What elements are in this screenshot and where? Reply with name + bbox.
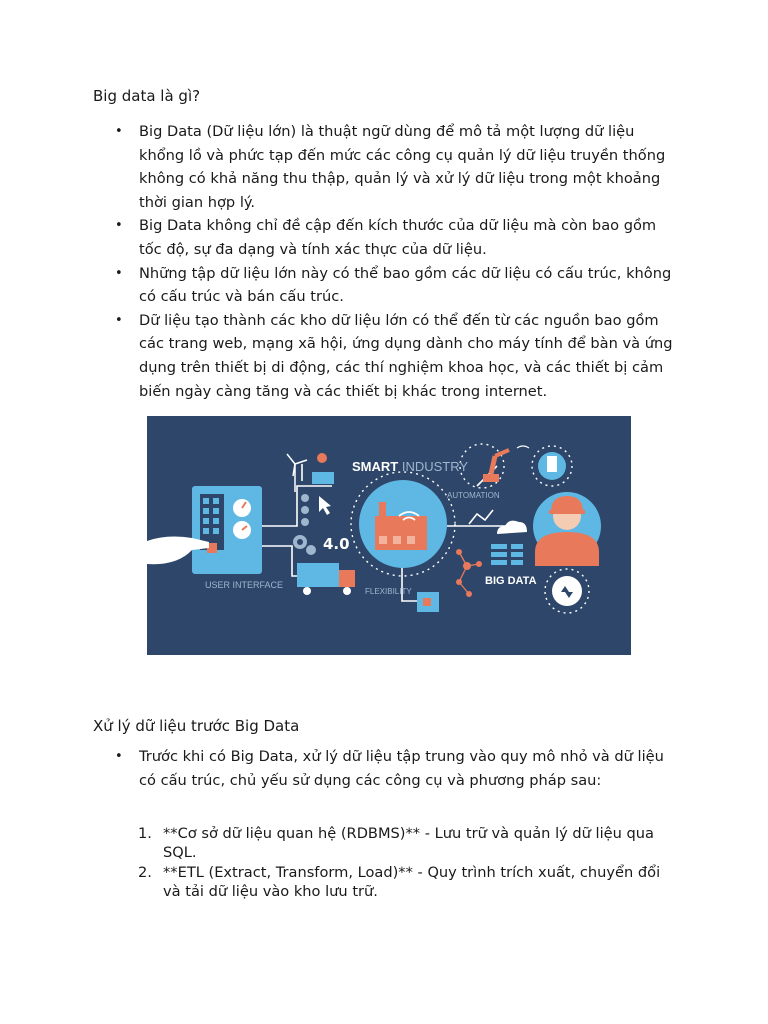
list-item — [93, 214, 673, 261]
solar-panel-icon — [312, 472, 334, 484]
user-interface-panel — [192, 486, 262, 574]
sun-icon — [317, 453, 327, 463]
flexibility-label: FLEXIBILITY — [365, 587, 412, 596]
numbered-item — [138, 863, 678, 902]
item-number: 2. — [138, 863, 152, 881]
truck-icon — [297, 563, 355, 595]
user-interface-label: USER INTERFACE — [205, 580, 284, 590]
bullet-icon: • — [115, 218, 123, 234]
bullet-icon: • — [115, 312, 123, 328]
database-icon — [491, 544, 523, 565]
signal-icon — [517, 446, 529, 448]
worker-icon — [533, 492, 601, 566]
cursor-icon — [319, 496, 331, 515]
list-item — [93, 745, 673, 792]
numbered-item-text: **Cơ sở dữ liệu quan hệ (RDBMS)** - Lưu trữ và quản lý dữ liệu qua SQL. — [163, 825, 654, 862]
bullet-icon: • — [115, 749, 123, 764]
numbered-item-text: **ETL (Extract, Transform, Load)** - Quy trình trích xuất, chuyển đổi và tải dữ liệu vào kho lưu trữ. — [163, 863, 661, 901]
item-number: 1. — [138, 825, 152, 842]
bullet-list-definition — [93, 120, 673, 403]
bullet-icon: • — [115, 124, 123, 139]
list-item — [93, 120, 673, 214]
flexibility-box-icon — [417, 592, 439, 612]
list-item — [93, 309, 673, 403]
big-data-label: BIG DATA — [485, 575, 537, 587]
bullet-list-before-big-data — [93, 745, 673, 792]
smart-industry-illustration — [147, 416, 631, 655]
smart-industry-graphic — [147, 416, 631, 655]
gears-icon — [293, 535, 316, 555]
bulb-icon — [547, 456, 557, 472]
list-item-text: Những tập dữ liệu lớn này có thể bao gồm các dữ liệu có cấu trúc, không có cấu trúc và bán cấu trúc. — [139, 264, 672, 306]
network-icon — [456, 549, 482, 597]
list-item-text: Big Data không chỉ đề cập đến kích thước của dữ liệu mà còn bao gồm tốc độ, sự đa dạng và tính xác thực của dữ liệu. — [139, 217, 657, 258]
list-item — [93, 262, 673, 309]
chain-dots — [301, 494, 309, 526]
section-heading-big-data: Big data là gì? — [93, 87, 201, 105]
automation-label: AUTOMATION — [447, 491, 500, 500]
chart-icon — [469, 510, 493, 524]
numbered-item — [138, 824, 678, 863]
version-label: 4.0 — [323, 535, 350, 553]
list-item-text: Dữ liệu tạo thành các kho dữ liệu lớn có thể đến từ các nguồn bao gồm các trang web, mạng xã hội, ứng dụng dành cho máy tính để bàn và ứng dụng trên thiết bị di động, các thí nghiệm khoa học, và các thiết bị cảm biến ngày càng tăng và các thiết bị khác trong internet. — [139, 311, 673, 400]
smart-label: SMART INDUSTRY — [352, 459, 469, 474]
cloud-icon — [497, 521, 527, 534]
list-item-text: Trước khi có Big Data, xử lý dữ liệu tập trung vào quy mô nhỏ và dữ liệu có cấu trúc, chủ yếu sử dụng các công cụ và phương pháp sau: — [139, 748, 664, 789]
bullet-icon: • — [115, 265, 123, 281]
numbered-list — [138, 824, 678, 902]
list-item-text: Big Data (Dữ liệu lớn) là thuật ngữ dùng để mô tả một lượng dữ liệu khổng lồ và phức tạp đến mức các công cụ quản lý dữ liệu truyền thống không có khả năng thu thập, quản lý và xử lý dữ liệu trong một khoảng thời gian hợp lý. — [139, 123, 666, 211]
section-heading-before-big-data: Xử lý dữ liệu trước Big Data — [93, 717, 300, 735]
